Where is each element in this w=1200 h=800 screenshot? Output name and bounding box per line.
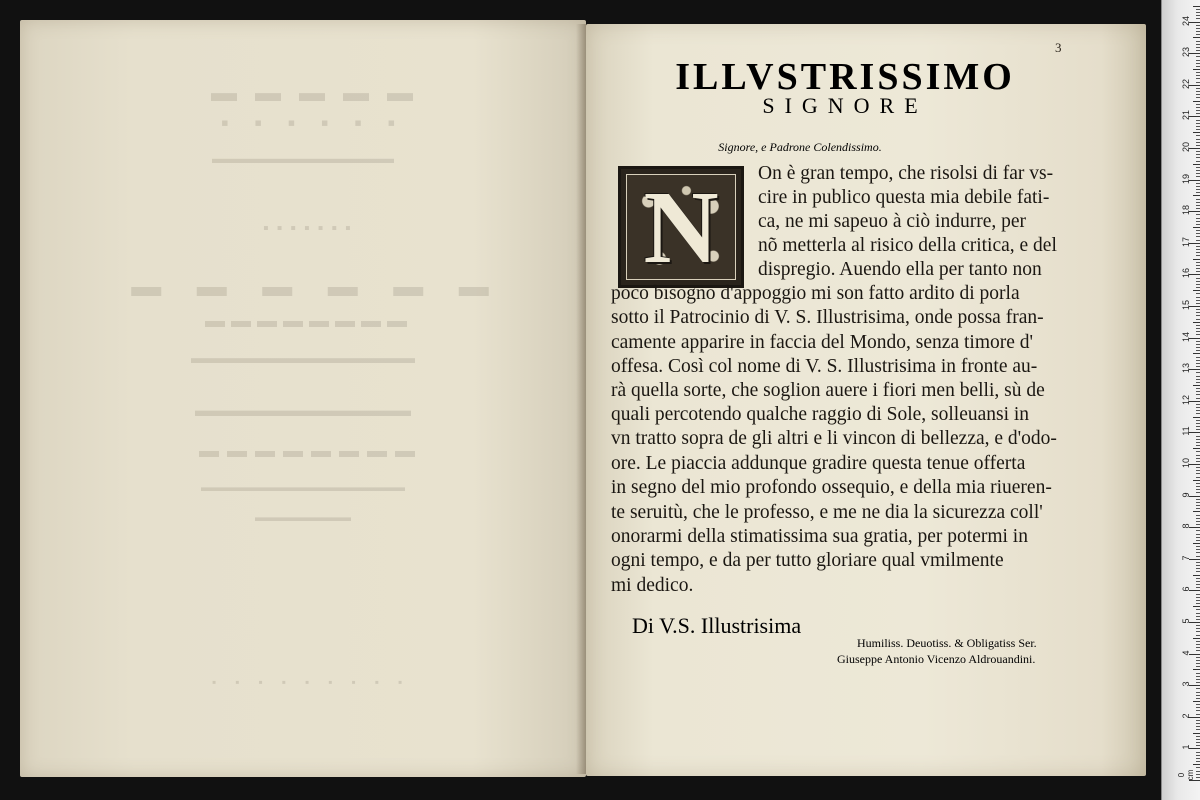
ruler-tick (1193, 480, 1200, 481)
ruler-tick (1196, 135, 1200, 136)
ruler-tick (1196, 221, 1200, 222)
ruler-label: 14 (1181, 331, 1191, 342)
ruler-tick (1196, 568, 1200, 569)
ruler-tick (1196, 505, 1200, 506)
ruler-tick (1196, 15, 1200, 16)
body-line: quali percotendo qualche raggio di Sole, solleuansi in (611, 404, 1030, 425)
ruler-tick (1196, 515, 1200, 516)
ruler-tick (1196, 287, 1200, 288)
ruler-label: 17 (1181, 236, 1191, 247)
ruler-tick (1196, 170, 1200, 171)
ruler-tick (1196, 723, 1200, 724)
decorated-initial (618, 166, 744, 288)
ruler-tick (1196, 113, 1200, 114)
dedication-subtitle: SIGNORE (762, 93, 928, 118)
ruler-tick (1196, 157, 1200, 158)
ruler-tick (1196, 470, 1200, 471)
ruler-tick (1196, 720, 1200, 721)
ruler-tick (1196, 366, 1200, 367)
ruler-tick (1196, 726, 1200, 727)
ruler-tick (1196, 208, 1200, 209)
ruler-tick (1196, 597, 1200, 598)
ruler-tick (1196, 91, 1200, 92)
ruler-tick (1196, 104, 1200, 105)
ruler-tick (1196, 281, 1200, 282)
ruler-tick (1196, 94, 1200, 95)
ruler-label: 21 (1181, 110, 1191, 121)
ruler-tick (1196, 233, 1200, 234)
ruler-tick (1196, 372, 1200, 373)
ruler-tick (1196, 31, 1200, 32)
ruler-tick (1196, 120, 1200, 121)
ruler-tick (1196, 698, 1200, 699)
body-line: ore. Le piaccia addunque gradire questa tenue offerta (611, 453, 1026, 474)
ruler-tick (1196, 461, 1200, 462)
ruler-tick (1196, 489, 1200, 490)
ruler-tick (1193, 575, 1200, 576)
ruler-tick (1196, 284, 1200, 285)
ruler-tick (1193, 385, 1200, 386)
ruler-tick (1196, 107, 1200, 108)
ruler-tick (1196, 388, 1200, 389)
ruler-tick (1193, 101, 1200, 102)
ruler-tick (1196, 758, 1200, 759)
ruler-tick (1196, 458, 1200, 459)
ruler-tick (1196, 530, 1200, 531)
body-line: poco bisogno d'appoggio mi son fatto ardito di porla (611, 283, 1020, 304)
ruler-tick (1193, 638, 1200, 639)
ruler-tick (1196, 549, 1200, 550)
ruler-tick (1193, 164, 1200, 165)
ruler-tick (1193, 353, 1200, 354)
ruler-tick (1196, 679, 1200, 680)
ruler-tick (1196, 429, 1200, 430)
ruler-tick (1196, 297, 1200, 298)
ruler-tick (1196, 271, 1200, 272)
ruler-tick (1196, 230, 1200, 231)
ruler-tick (1196, 293, 1200, 294)
ruler-tick (1196, 205, 1200, 206)
left-page-verso (20, 20, 586, 777)
ruler-tick (1196, 710, 1200, 711)
ruler-tick (1196, 616, 1200, 617)
ruler-tick (1196, 704, 1200, 705)
ruler-tick (1193, 448, 1200, 449)
ruler-tick (1196, 63, 1200, 64)
signature-line-2: Giuseppe Antonio Vicenzo Aldrouandini. (837, 652, 1036, 666)
ruler-tick (1196, 218, 1200, 219)
ruler-tick (1196, 123, 1200, 124)
ruler-tick (1196, 183, 1200, 184)
ruler-label: 23 (1181, 47, 1191, 58)
ruler-tick (1196, 682, 1200, 683)
ruler-label: 8 (1181, 523, 1191, 529)
ruler-tick (1196, 767, 1200, 768)
ruler-label: 16 (1181, 268, 1191, 279)
ruler-tick (1196, 236, 1200, 237)
ruler-tick (1196, 129, 1200, 130)
ruler-tick (1196, 78, 1200, 79)
ruler-tick (1196, 695, 1200, 696)
ruler-tick (1196, 663, 1200, 664)
ruler-tick (1196, 331, 1200, 332)
ruler-tick (1196, 423, 1200, 424)
ruler-tick (1196, 673, 1200, 674)
ruler-tick (1196, 268, 1200, 269)
ruler-tick (1196, 518, 1200, 519)
ruler-tick (1196, 473, 1200, 474)
ruler-tick (1196, 199, 1200, 200)
ruler-tick (1196, 189, 1200, 190)
ruler-tick (1196, 34, 1200, 35)
show-through-text: ▬▬▬▬▬ ▪ ▪ ▪ ▪ ▪ ▪ ▬▬▬▬▬▬▬▬▬▬▬▬▬ ▪▪▪▪▪▪▪ ▬ ▬ ▬ ▬ ▬ ▬ ▬▬▬▬▬▬▬▬ ▬▬▬▬▬▬▬▬▬▬▬▬▬▬ ▬▬▬▬▬▬▬▬▬▬▬▬ ▬▬▬▬▬▬▬▬ ▬▬▬▬▬▬▬▬▬▬▬▬▬▬▬▬▬ ▬▬▬▬▬▬▬▬ ▪ ▪ ▪ ▪ ▪ ▪ ▪ ▪ ▪ (117, 78, 489, 689)
ruler-tick (1196, 224, 1200, 225)
ruler-tick (1196, 688, 1200, 689)
ruler-tick (1193, 322, 1200, 323)
ruler-tick (1196, 641, 1200, 642)
ruler-tick (1196, 110, 1200, 111)
body-line: nõ metterla al risico della critica, e del (758, 235, 1057, 256)
ruler-tick (1196, 25, 1200, 26)
ruler-tick (1193, 37, 1200, 38)
ruler-tick (1196, 173, 1200, 174)
ruler-label: 24 (1181, 15, 1191, 26)
ruler-tick (1193, 417, 1200, 418)
ruler-tick (1196, 587, 1200, 588)
ruler-tick (1196, 240, 1200, 241)
ruler-tick (1196, 255, 1200, 256)
ruler-tick (1196, 420, 1200, 421)
dedication-title: ILLVSTRISSIMO (675, 56, 1015, 98)
ruler-tick (1196, 556, 1200, 557)
ruler-tick (1196, 745, 1200, 746)
body-line: onorarmi della stimatissima sua gratia, per potermi in (611, 526, 1028, 547)
ruler-tick (1196, 552, 1200, 553)
ruler-tick (1196, 50, 1200, 51)
ruler-tick (1193, 132, 1200, 133)
ruler-tick (1196, 341, 1200, 342)
ruler-tick (1193, 227, 1200, 228)
ruler-tick (1196, 631, 1200, 632)
ruler-tick (1196, 609, 1200, 610)
ruler-label: 12 (1181, 394, 1191, 405)
ruler-tick (1196, 391, 1200, 392)
ruler-tick (1196, 739, 1200, 740)
ruler-tick (1196, 492, 1200, 493)
ruler-label: 15 (1181, 300, 1191, 311)
ruler-tick (1196, 262, 1200, 263)
ruler-tick (1196, 151, 1200, 152)
ruler-tick (1196, 742, 1200, 743)
ruler-tick (1196, 650, 1200, 651)
ruler-tick (1196, 82, 1200, 83)
ruler-tick (1196, 635, 1200, 636)
body-line: On è gran tempo, che risolsi di far vs- (758, 163, 1054, 184)
body-line: offesa. Così col nome di V. S. Illustrisima in fronte au- (611, 356, 1038, 377)
ruler-tick (1196, 477, 1200, 478)
ruler-tick (1196, 350, 1200, 351)
ruler-tick (1196, 483, 1200, 484)
ruler-tick (1196, 47, 1200, 48)
ruler-label: 18 (1181, 205, 1191, 216)
ruler-tick (1196, 309, 1200, 310)
ruler-tick (1196, 676, 1200, 677)
ruler-tick (1196, 774, 1200, 775)
ruler-tick (1196, 594, 1200, 595)
ruler-tick (1196, 139, 1200, 140)
ruler-tick (1196, 404, 1200, 405)
ruler-tick (1196, 328, 1200, 329)
ruler-tick (1196, 467, 1200, 468)
ruler-tick (1196, 88, 1200, 89)
ruler-tick (1196, 360, 1200, 361)
initial-letter: N (643, 169, 719, 285)
ruler-tick (1196, 265, 1200, 266)
ruler-label: 3 (1181, 681, 1191, 687)
ruler-tick (1196, 379, 1200, 380)
ruler-tick (1196, 300, 1200, 301)
ruler-tick (1196, 75, 1200, 76)
ruler-tick (1196, 312, 1200, 313)
body-line: in segno del mio profondo ossequio, e della mia riueren- (611, 477, 1052, 498)
ruler-tick (1196, 376, 1200, 377)
ruler-label: 10 (1181, 458, 1191, 469)
ruler-tick (1196, 540, 1200, 541)
body-line: dispregio. Auendo ella per tanto non (758, 259, 1042, 280)
ruler-tick (1196, 647, 1200, 648)
ruler-tick (1193, 69, 1200, 70)
ruler-label: 5 (1181, 618, 1191, 624)
ruler-tick (1196, 41, 1200, 42)
ruler-tick (1196, 644, 1200, 645)
ruler-tick (1196, 613, 1200, 614)
ruler-label: 1 (1181, 744, 1191, 750)
ruler-tick (1196, 9, 1200, 10)
ruler-tick (1196, 499, 1200, 500)
body-line: vn tratto sopra de gli altri e li vincon di bellezza, e d'odo- (611, 428, 1057, 449)
ruler-tick (1196, 176, 1200, 177)
ruler-tick (1196, 736, 1200, 737)
ruler-label: 7 (1181, 555, 1191, 561)
ruler-tick (1196, 394, 1200, 395)
ruler-tick (1196, 12, 1200, 13)
ruler-tick (1193, 543, 1200, 544)
ruler-tick (1196, 502, 1200, 503)
ruler-label: 4 (1181, 650, 1191, 656)
body-line: mi dedico. (611, 575, 694, 596)
ruler-tick (1196, 18, 1200, 19)
body-line: cire in publico questa mia debile fati- (758, 187, 1050, 208)
ruler-tick (1196, 445, 1200, 446)
closing-line: Di V.S. Illustrisima (632, 613, 802, 638)
ruler-tick (1196, 382, 1200, 383)
ruler-tick (1196, 214, 1200, 215)
ruler-tick (1196, 628, 1200, 629)
ruler-tick (1196, 363, 1200, 364)
ruler-tick (1196, 619, 1200, 620)
ruler-tick (1196, 534, 1200, 535)
ruler-tick (1193, 259, 1200, 260)
ruler-tick (1196, 729, 1200, 730)
ruler-tick (1196, 439, 1200, 440)
ruler-unit-label: 0 cm (1177, 769, 1195, 781)
measurement-ruler (1161, 0, 1200, 800)
ruler-tick (1196, 600, 1200, 601)
ruler-label: 6 (1181, 586, 1191, 592)
ruler-tick (1196, 486, 1200, 487)
ruler-label: 9 (1181, 492, 1191, 498)
ruler-tick (1196, 278, 1200, 279)
ruler-label: 2 (1181, 713, 1191, 719)
ruler-tick (1196, 398, 1200, 399)
ruler-tick (1196, 508, 1200, 509)
ruler-tick (1196, 97, 1200, 98)
ruler-tick (1196, 249, 1200, 250)
ruler-tick (1196, 755, 1200, 756)
ruler-tick (1196, 167, 1200, 168)
ruler-tick (1196, 537, 1200, 538)
ruler-tick (1196, 325, 1200, 326)
ruler-tick (1196, 161, 1200, 162)
ruler-tick (1196, 252, 1200, 253)
ruler-tick (1196, 126, 1200, 127)
ruler-tick (1196, 315, 1200, 316)
ruler-tick (1196, 145, 1200, 146)
ruler-label: 11 (1181, 426, 1191, 437)
ruler-tick (1196, 347, 1200, 348)
ruler-tick (1193, 764, 1200, 765)
ruler-tick (1196, 546, 1200, 547)
ruler-tick (1193, 606, 1200, 607)
salutation: Signore, e Padrone Colendissimo. (718, 140, 882, 154)
ruler-tick (1196, 142, 1200, 143)
body-line: ca, ne mi sapeuo à ciò indurre, per (758, 211, 1027, 232)
ruler-tick (1196, 707, 1200, 708)
ruler-label: 13 (1181, 363, 1191, 374)
ruler-label: 22 (1181, 78, 1191, 89)
ruler-tick (1196, 344, 1200, 345)
ruler-tick (1196, 562, 1200, 563)
ruler-tick (1196, 771, 1200, 772)
body-line: te seruitù, che le professo, e me ne dia la sicurezza coll' (611, 502, 1043, 523)
ruler-tick (1196, 442, 1200, 443)
ruler-label: 20 (1181, 142, 1191, 153)
ruler-tick (1196, 436, 1200, 437)
ruler-tick (1193, 290, 1200, 291)
ruler-tick (1196, 44, 1200, 45)
ruler-tick (1193, 669, 1200, 670)
body-line: sotto il Patrocinio di V. S. Illustrisima, onde possa fran- (611, 307, 1044, 328)
ruler-tick (1196, 571, 1200, 572)
ruler-tick (1196, 410, 1200, 411)
body-line: camente apparire in faccia del Mondo, senza timore d' (611, 332, 1034, 353)
body-line: rà quella sorte, che soglion auere i fiori men belli, sù de (611, 380, 1045, 401)
ruler-tick (1196, 319, 1200, 320)
ruler-tick (1193, 701, 1200, 702)
body-line: ogni tempo, e da per tutto gloriare qual vmilmente (611, 550, 1004, 571)
ruler-tick (1196, 660, 1200, 661)
ruler-tick (1196, 603, 1200, 604)
ruler-tick (1196, 584, 1200, 585)
ruler-tick (1193, 195, 1200, 196)
page-number: 3 (1055, 40, 1062, 55)
ruler-tick (1196, 407, 1200, 408)
signature-line-1: Humiliss. Deuotiss. & Obligatiss Ser. (857, 636, 1037, 650)
ruler-tick (1196, 752, 1200, 753)
ruler-tick (1196, 565, 1200, 566)
ruler-tick (1196, 578, 1200, 579)
ruler-tick (1196, 28, 1200, 29)
ruler-tick (1193, 6, 1200, 7)
ruler-tick (1196, 334, 1200, 335)
ruler-tick (1196, 521, 1200, 522)
ruler-tick (1196, 192, 1200, 193)
ruler-tick (1196, 657, 1200, 658)
ruler-tick (1196, 357, 1200, 358)
ruler-tick (1196, 202, 1200, 203)
ruler-tick (1196, 625, 1200, 626)
ruler-tick (1196, 777, 1200, 778)
ruler-tick (1196, 451, 1200, 452)
ruler-tick (1196, 66, 1200, 67)
ruler-tick (1196, 186, 1200, 187)
ruler-tick (1196, 692, 1200, 693)
ruler-tick (1196, 666, 1200, 667)
ruler-tick (1196, 72, 1200, 73)
ruler-tick (1196, 60, 1200, 61)
ruler-tick (1196, 56, 1200, 57)
ruler-tick (1196, 154, 1200, 155)
ruler-tick (1196, 303, 1200, 304)
ruler-tick (1196, 426, 1200, 427)
ruler-tick (1196, 761, 1200, 762)
ruler-tick (1193, 733, 1200, 734)
ruler-tick (1196, 413, 1200, 414)
ruler-tick (1196, 524, 1200, 525)
ruler-tick (1193, 511, 1200, 512)
ruler-label: 19 (1181, 173, 1191, 184)
ruler-tick (1196, 246, 1200, 247)
ruler-tick (1196, 714, 1200, 715)
ruler-tick (1196, 455, 1200, 456)
ruler-tick (1196, 581, 1200, 582)
